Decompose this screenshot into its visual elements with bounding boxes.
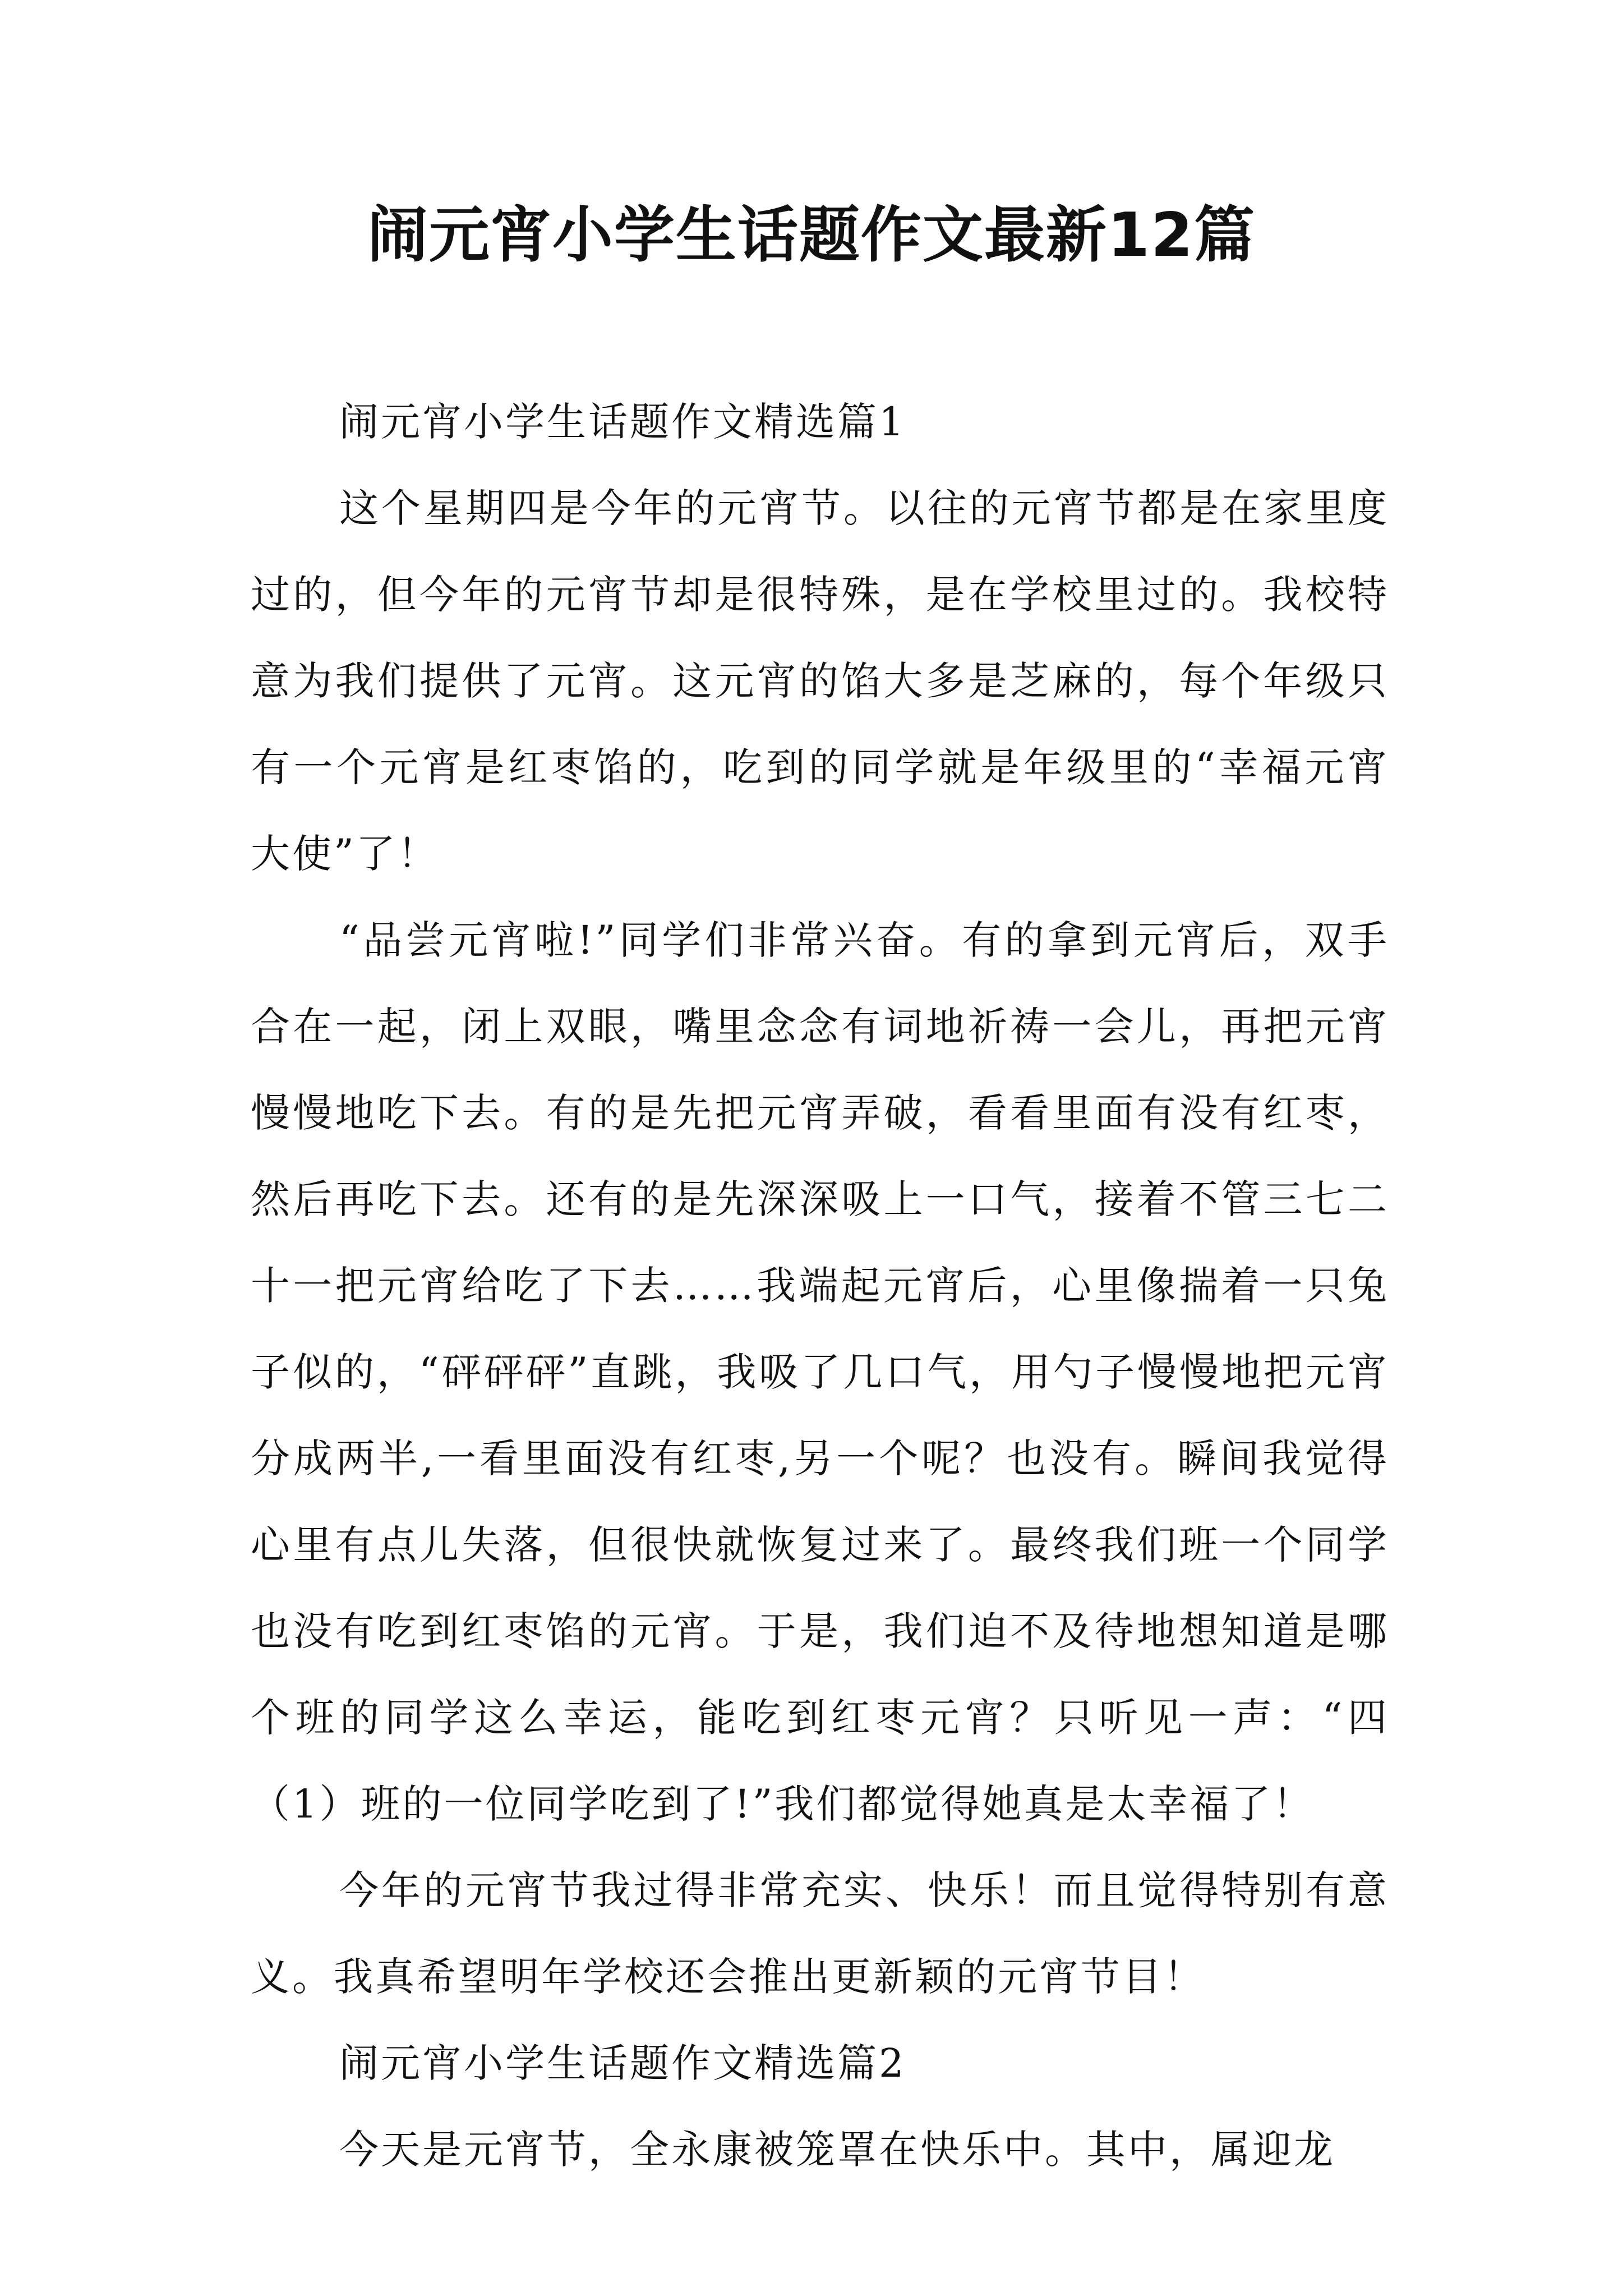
paragraph-2: “品尝元宵啦!”同学们非常兴奋。有的拿到元宵后，双手合在一起，闭上双眼，嘴里念念有词地祈祷一会儿，再把元宵慢慢地吃下去。有的是先把元宵弄破，看看里面有没有红枣，然后再吃下去。还有的是先深深吸上一口气，接着不管三七二十一把元宵给吃了下去……我端起元宵后，心里像揣着一只兔子似的，“砰砰砰”直跳，我吸了几口气，用勺子慢慢地把元宵分成两半,一看里面没有红枣,另一个呢？也没有。瞬间我觉得心里有点儿失落，但很快就恢复过来了。最终我们班一个同学也没有吃到红枣馅的元宵。于是，我们迫不及待地想知道是哪个班的同学这么幸运，能吃到红枣元宵？只听见一声：“四（1）班的一位同学吃到了!”我们都觉得她真是太幸福了！ bbox=[251, 917, 1389, 1827]
section-heading-2: 闹元宵小学生话题作文精选篇2 bbox=[339, 2040, 906, 2086]
document-title: 闹元宵小学生话题作文最新12篇 bbox=[367, 200, 1256, 270]
document-body bbox=[251, 379, 1389, 2193]
paragraph-4: 今天是元宵节，全永康被笼罩在快乐中。其中，属迎龙 bbox=[339, 2127, 1335, 2173]
section-heading-1: 闹元宵小学生话题作文精选篇1 bbox=[339, 399, 906, 445]
paragraph-1: 这个星期四是今年的元宵节。以往的元宵节都是在家里度过的，但今年的元宵节却是很特殊，是在学校里过的。我校特意为我们提供了元宵。这元宵的馅大多是芝麻的，每个年级只有一个元宵是红枣馅的，吃到的同学就是年级里的“幸福元宵大使”了！ bbox=[251, 485, 1389, 877]
paragraph-3: 今年的元宵节我过得非常充实、快乐！而且觉得特别有意义。我真希望明年学校还会推出更新颖的元宵节目！ bbox=[251, 1867, 1389, 2000]
